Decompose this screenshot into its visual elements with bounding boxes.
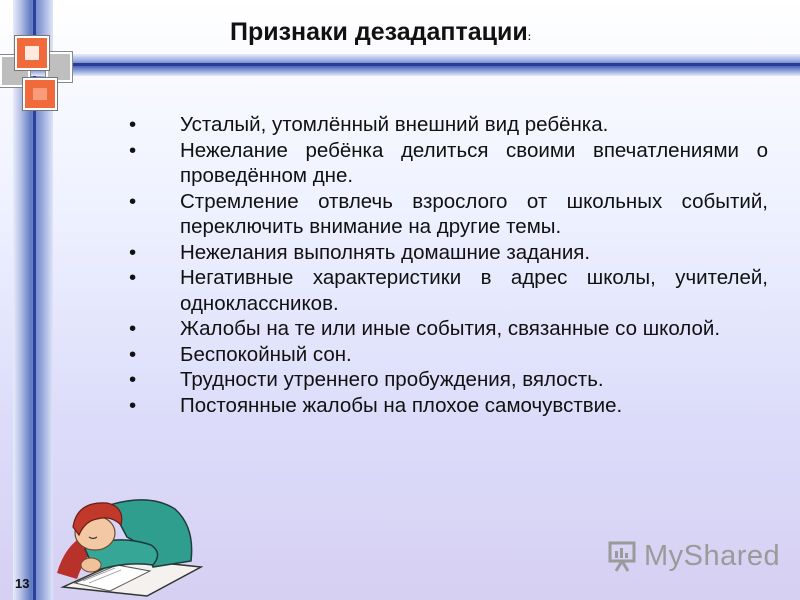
decor-square-orange-top (15, 36, 49, 70)
list-item (125, 367, 768, 393)
list-item-text: Беспокойный сон. (180, 342, 352, 366)
tired-child-illustration (55, 475, 205, 597)
bullet: • (129, 317, 137, 340)
list-item (125, 265, 768, 316)
slide-title-suffix: : (527, 32, 532, 43)
list-item-text: Трудности утреннего пробуждения, вялость. (180, 368, 604, 391)
slide-page-number: 13 (15, 576, 30, 591)
list-item-text: Стремление отвлечь взрослого от школьных событий, переключить внимание на другие темы. (180, 189, 768, 238)
list-item-text: Усталый, утомлённый внешний вид ребёнка. (180, 113, 609, 136)
bullet: • (129, 393, 137, 417)
bullet: • (129, 266, 137, 289)
bullet: • (129, 189, 137, 213)
presentation-board-icon (606, 539, 640, 573)
list-item-text: Жалобы на те или иные события, связанные со школой. (180, 317, 721, 340)
decor-square-orange-bottom (23, 78, 57, 110)
myshared-watermark (606, 536, 780, 576)
bullet: • (129, 138, 137, 162)
list-item-text: Нежелания выполнять домашние задания. (180, 240, 591, 264)
header-band-line (13, 63, 800, 66)
list-item (125, 316, 768, 342)
list-item (125, 393, 768, 419)
list-item-text: Постоянные жалобы на плохое самочувствие. (180, 393, 623, 417)
list-item-text: Нежелание ребёнка делиться своими впечатлениями о проведённом дне. (180, 138, 768, 187)
bullet: • (129, 240, 137, 264)
list-item (125, 189, 768, 240)
slide-title (230, 18, 531, 47)
bullet: • (129, 113, 137, 136)
slide-title-text: Признаки дезадаптации (230, 18, 528, 46)
list-item (125, 240, 768, 266)
watermark-text: MyShared (644, 539, 781, 572)
list-item (125, 138, 768, 189)
list-item (125, 112, 768, 138)
list-item (125, 342, 768, 368)
symptom-list (125, 112, 768, 418)
bullet: • (129, 368, 137, 391)
bullet: • (129, 342, 137, 366)
list-item-text: Негативные характеристики в адрес школы, учителей, одноклассников. (180, 266, 768, 315)
